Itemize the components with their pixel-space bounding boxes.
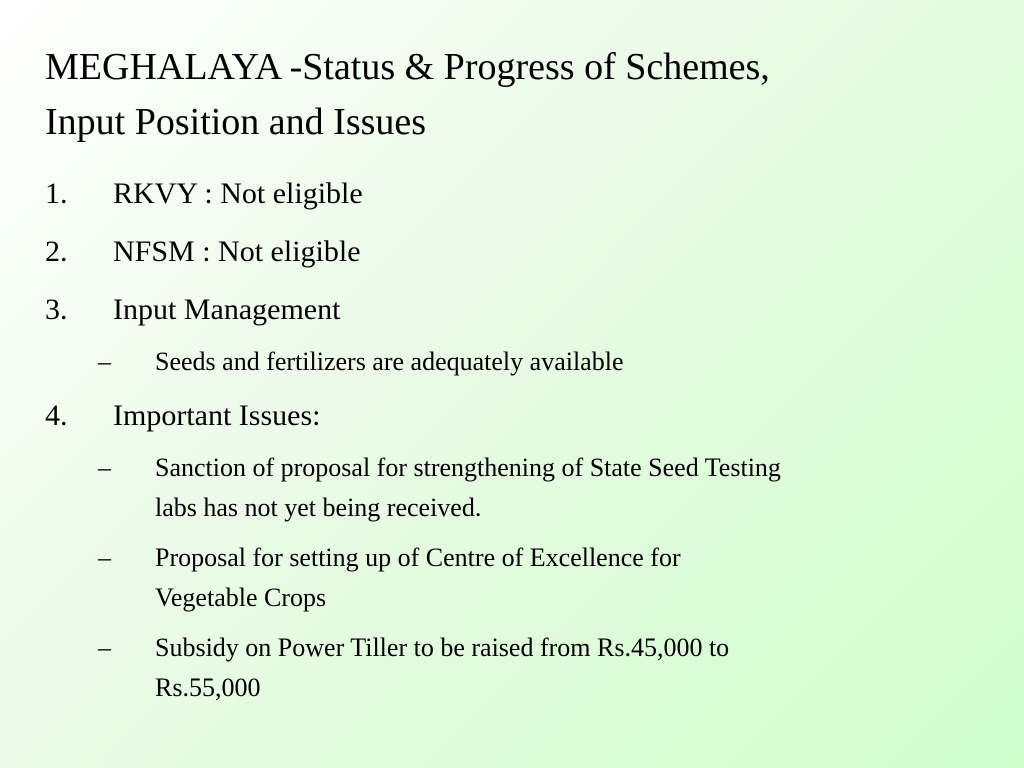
- sub-item-line: labs has not yet being received.: [155, 493, 482, 522]
- slide-title-line-1: MEGHALAYA -Status & Progress of Schemes,: [45, 46, 770, 88]
- sub-item-text: [155, 538, 995, 618]
- list-item-text: Important Issues:: [113, 399, 321, 432]
- sub-item-dash: –: [98, 543, 111, 572]
- list-item-text: RKVY : Not eligible: [113, 177, 363, 210]
- sub-item-line: Sanction of proposal for strengthening of State Seed Testing: [155, 453, 781, 482]
- sub-item-dash: –: [98, 453, 111, 482]
- sub-item-text: [155, 628, 995, 708]
- sub-item-line: Rs.55,000: [155, 673, 261, 702]
- sub-item-line: Vegetable Crops: [155, 583, 327, 612]
- sub-item-dash: –: [98, 633, 111, 662]
- sub-item-line: Subsidy on Power Tiller to be raised from Rs.45,000 to: [155, 633, 730, 662]
- list-item-number: 3.: [45, 293, 68, 326]
- slide-title-line-2: Input Position and Issues: [45, 101, 427, 143]
- sub-item-line: Seeds and fertilizers are adequately available: [155, 347, 624, 376]
- list-item-number: 4.: [45, 399, 68, 432]
- list-item-number: 1.: [45, 177, 68, 210]
- slide-title: [45, 40, 1005, 150]
- list-item-number: 2.: [45, 235, 68, 268]
- sub-item-line: Proposal for setting up of Centre of Excellence for: [155, 543, 681, 572]
- sub-item-dash: –: [98, 347, 111, 376]
- sub-item-text: [155, 342, 995, 382]
- sub-item-text: [155, 448, 995, 528]
- list-item-text: NFSM : Not eligible: [113, 235, 361, 268]
- list-item-text: Input Management: [113, 293, 341, 326]
